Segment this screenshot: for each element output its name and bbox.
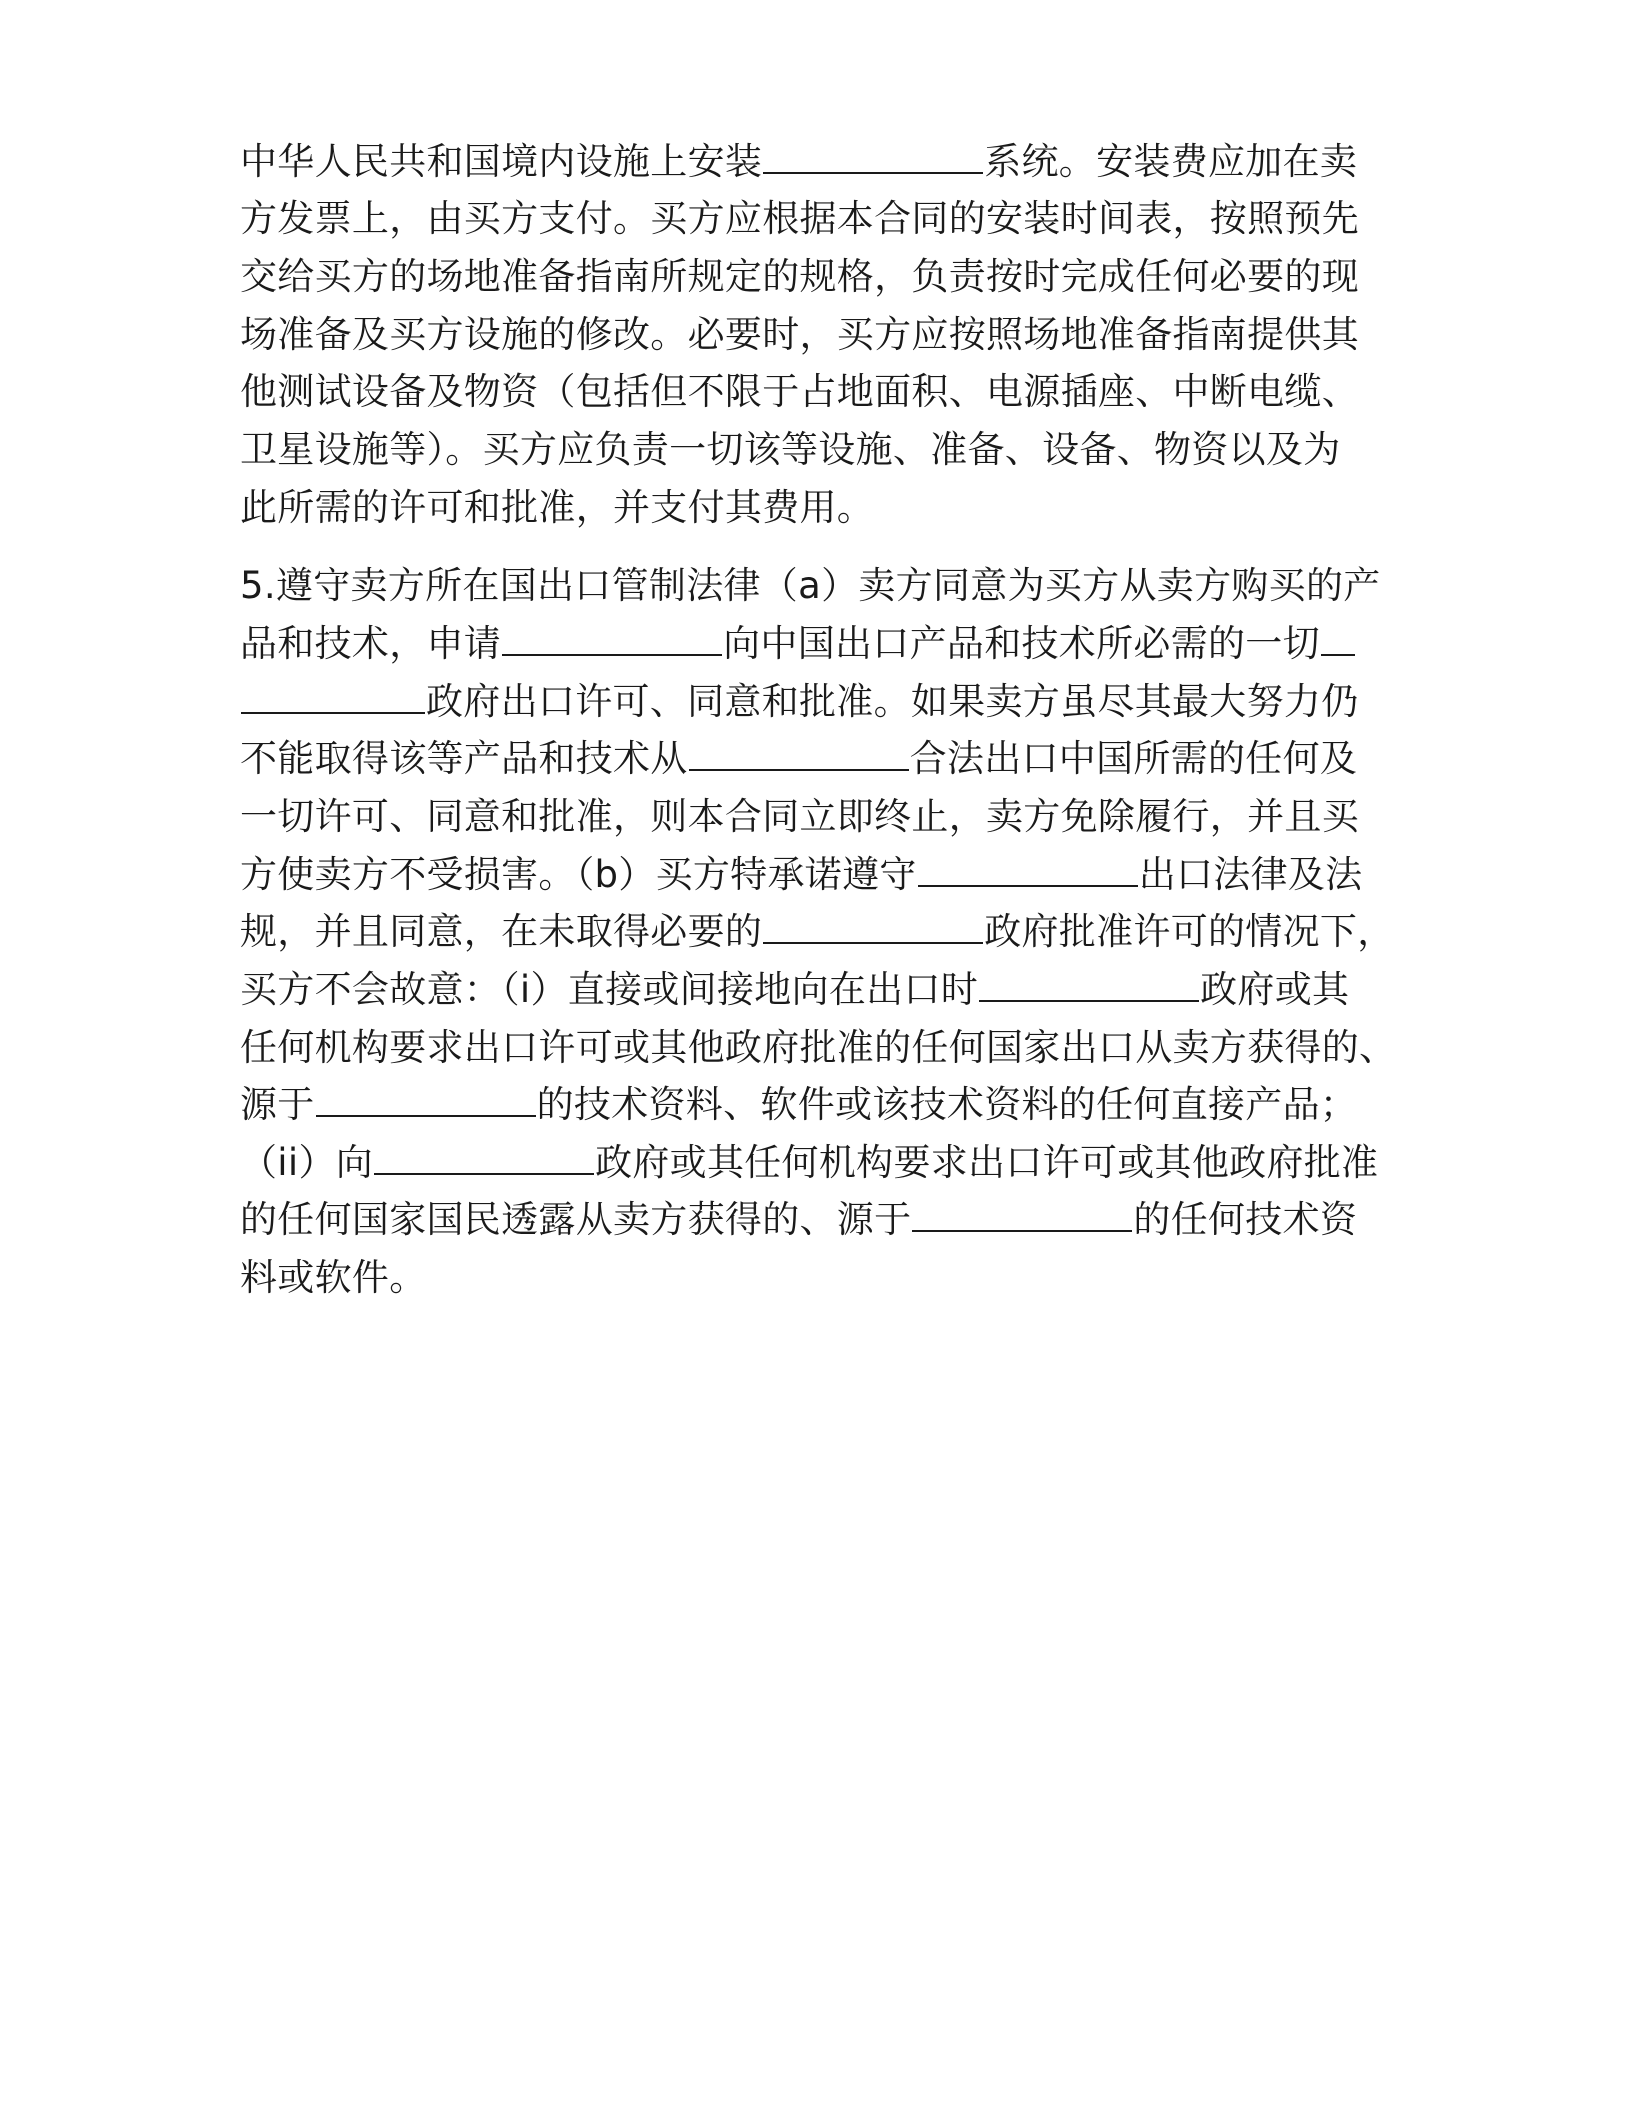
text-segment: 方发票上，由买方支付。买方应根据本合同的安装时间表，按照预先	[240, 197, 1359, 240]
fill-in-blank[interactable]	[763, 906, 983, 944]
text-line	[240, 192, 1359, 246]
text-segment: 政府或其	[1200, 968, 1350, 1011]
text-line	[240, 905, 1395, 959]
text-segment: 向中国出口产品和技术所必需的一切	[723, 622, 1320, 665]
text-segment: 方使卖方不受损害。（b）买方特承诺遵守	[240, 853, 917, 896]
text-segment: 交给买方的场地准备指南所规定的规格，负责按时完成任何必要的现	[240, 255, 1359, 298]
text-line	[240, 675, 1359, 729]
text-line	[240, 1251, 427, 1305]
fill-in-blank[interactable]	[502, 618, 722, 656]
fill-in-blank[interactable]	[912, 1194, 1132, 1232]
text-line	[240, 617, 1356, 671]
text-line	[240, 732, 1357, 786]
text-segment: 中华人民共和国境内设施上安装	[240, 140, 763, 183]
text-line	[240, 1136, 1378, 1190]
text-segment: 政府批准许可的情况下，	[984, 910, 1395, 953]
fill-in-blank[interactable]	[374, 1137, 594, 1175]
text-segment: 料或软件。	[240, 1256, 427, 1299]
text-segment: 场准备及买方设施的修改。必要时，买方应按照场地准备指南提供其	[240, 313, 1359, 356]
text-segment: 不能取得该等产品和技术从	[240, 737, 688, 780]
fill-in-blank[interactable]	[918, 849, 1138, 887]
fill-in-blank[interactable]	[979, 964, 1199, 1002]
text-segment: 他测试设备及物资（包括但不限于占地面积、电源插座、中断电缆、	[240, 370, 1359, 413]
fill-in-blank[interactable]	[763, 136, 983, 174]
text-segment: 此所需的许可和批准，并支付其费用。	[240, 486, 875, 529]
text-segment: 5.遵守卖方所在国出口管制法律（a）卖方同意为买方从卖方购买的产	[240, 564, 1381, 607]
text-segment: （ii）向	[240, 1141, 374, 1184]
text-line	[240, 790, 1359, 844]
text-segment: 系统。安装费应加在卖	[984, 140, 1358, 183]
text-line	[240, 135, 1357, 189]
text-segment: 政府出口许可、同意和批准。如果卖方虽尽其最大努力仍	[426, 680, 1359, 723]
fill-in-blank[interactable]	[1321, 618, 1355, 656]
fill-in-blank[interactable]	[241, 676, 425, 714]
text-segment: 买方不会故意：（i）直接或间接地向在出口时	[240, 968, 979, 1011]
text-segment: 一切许可、同意和批准，则本合同立即终止，卖方免除履行，并且买	[240, 795, 1359, 838]
text-segment: 出口法律及法	[1138, 853, 1363, 896]
text-segment: 任何机构要求出口许可或其他政府批准的任何国家出口从卖方获得的、	[240, 1026, 1397, 1069]
text-line	[240, 365, 1359, 419]
fill-in-blank[interactable]	[689, 733, 909, 771]
text-line	[240, 308, 1359, 362]
text-segment: 卫星设施等）。买方应负责一切该等设施、准备、设备、物资以及为	[240, 428, 1341, 471]
text-line	[240, 1021, 1396, 1075]
text-line	[240, 848, 1363, 902]
text-line	[240, 481, 874, 535]
text-segment: 品和技术，申请	[240, 622, 502, 665]
text-segment: 的任何技术资	[1133, 1198, 1358, 1241]
text-segment: 的技术资料、软件或该技术资料的任何直接产品；	[536, 1083, 1358, 1126]
text-segment: 合法出口中国所需的任何及	[909, 737, 1358, 780]
text-segment: 政府或其任何机构要求出口许可或其他政府批准	[595, 1141, 1379, 1184]
fill-in-blank[interactable]	[316, 1079, 536, 1117]
text-segment: 源于	[240, 1083, 315, 1126]
text-line	[240, 963, 1349, 1017]
text-line	[240, 250, 1359, 304]
text-line	[240, 423, 1341, 477]
text-line	[240, 1078, 1357, 1132]
text-segment: 的任何国家国民透露从卖方获得的、源于	[240, 1198, 912, 1241]
text-segment: 规，并且同意，在未取得必要的	[240, 910, 763, 953]
text-line	[240, 1193, 1357, 1247]
text-line	[240, 559, 1381, 613]
